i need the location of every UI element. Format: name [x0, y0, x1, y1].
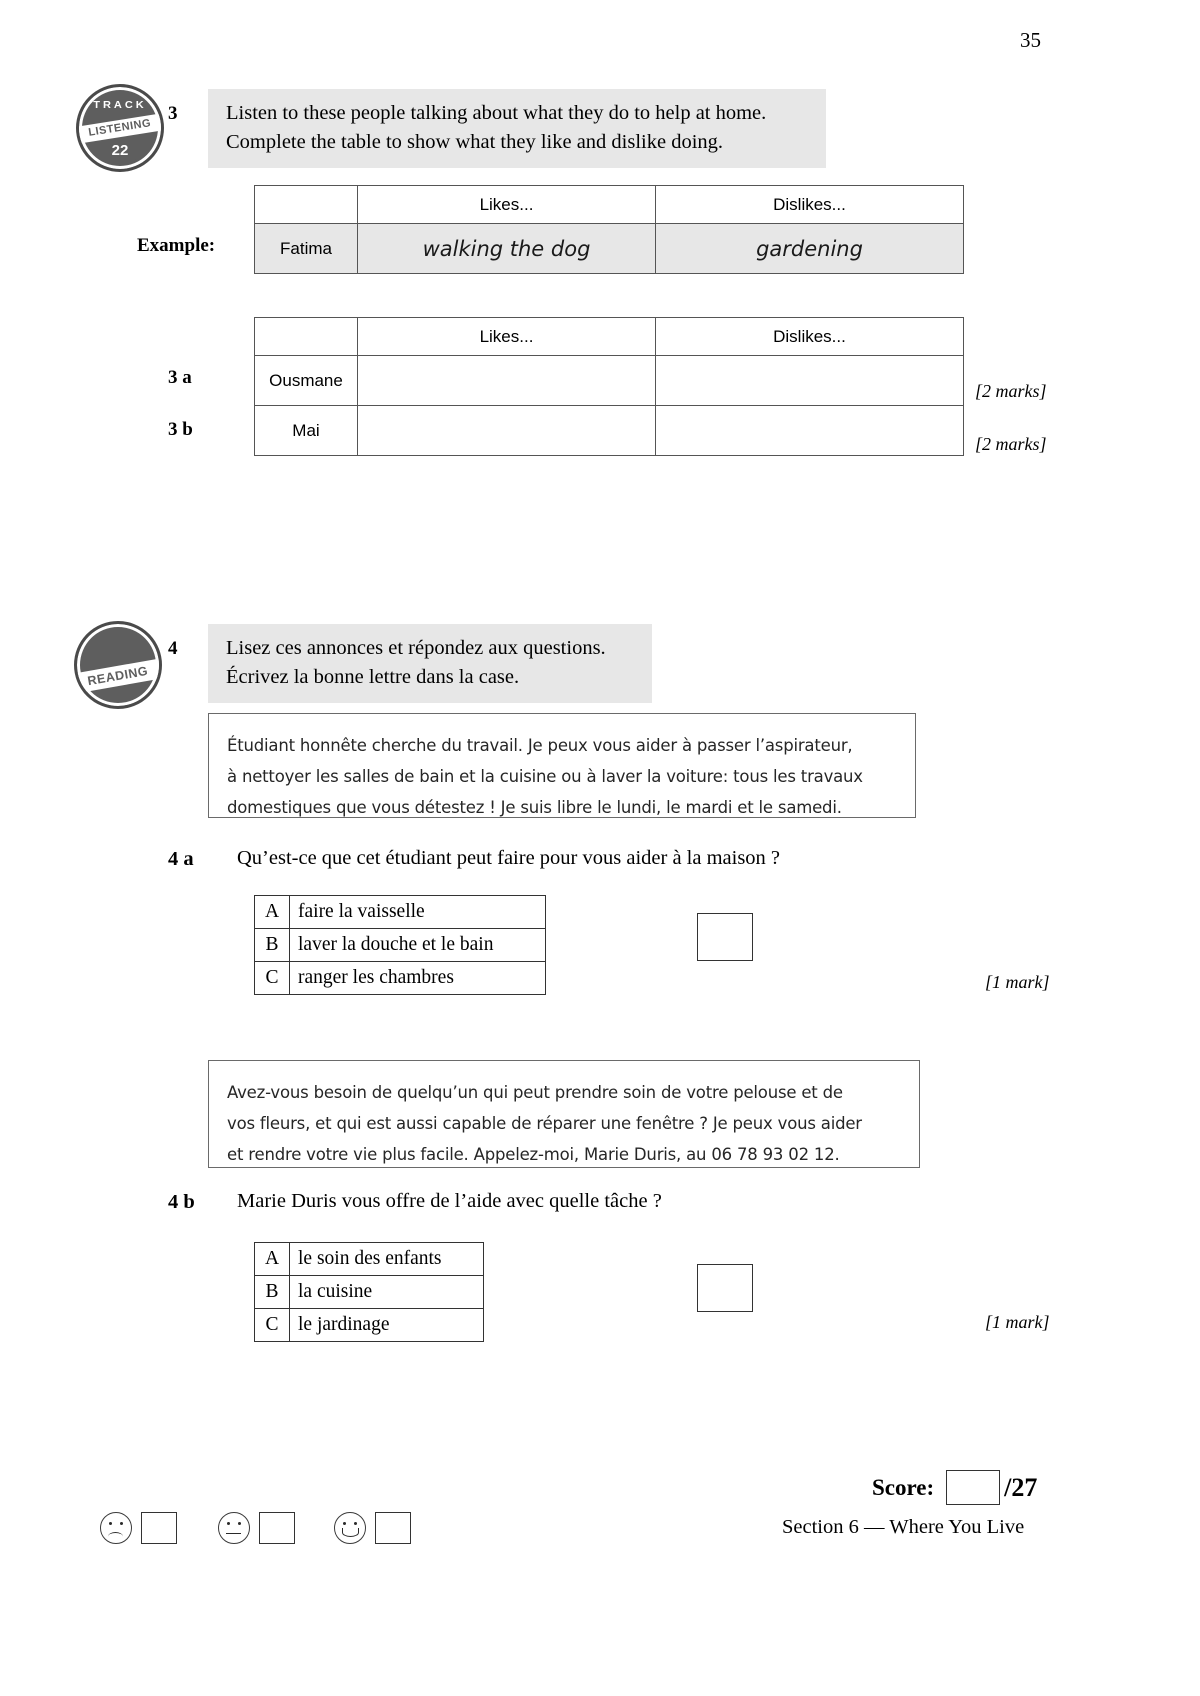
header-name — [255, 186, 358, 224]
option-letter-c: C — [255, 1309, 290, 1342]
advert-2-line-3: et rendre votre vie plus facile. Appelez-moi, Marie Duris, au 06 78 93 02 12. — [227, 1145, 840, 1164]
option-text-c: ranger les chambres — [290, 962, 546, 995]
marks-4a: [1 mark] — [985, 972, 1050, 992]
marks-3a: [2 marks] — [975, 381, 1047, 401]
table-header-row — [255, 186, 964, 224]
option-text-b: laver la douche et le bain — [290, 929, 546, 962]
answer-field-3a-dislikes[interactable] — [656, 356, 964, 406]
option-text-a: faire la vaisselle — [290, 896, 546, 929]
option-row[interactable] — [255, 962, 546, 995]
option-text-b: la cuisine — [290, 1276, 484, 1309]
advert-text-1 — [208, 713, 916, 818]
header-name — [255, 318, 358, 356]
option-letter-a: A — [255, 1243, 290, 1276]
row-name-mai: Mai — [255, 406, 358, 456]
page-number: 35 — [1020, 28, 1041, 52]
question-3-instruction — [208, 89, 826, 168]
option-row[interactable] — [255, 896, 546, 929]
option-letter-c: C — [255, 962, 290, 995]
advert-1-line-1: Étudiant honnête cherche du travail. Je peux vous aider à passer l’aspirateur, — [227, 736, 853, 755]
question-4b-label: 4 b — [168, 1191, 195, 1213]
option-letter-a: A — [255, 896, 290, 929]
answer-field-3b-likes[interactable] — [358, 406, 656, 456]
advert-1-line-2: à nettoyer les salles de bain et la cuisine ou à laver la voiture: tous les travaux — [227, 767, 863, 786]
question-4a-prompt: Qu’est-ce que cet étudiant peut faire pour vous aider à la maison ? — [237, 847, 781, 869]
option-text-c: le jardinage — [290, 1309, 484, 1342]
advert-text-2 — [208, 1060, 920, 1168]
option-row[interactable] — [255, 929, 546, 962]
option-letter-b: B — [255, 929, 290, 962]
option-text-a: le soin des enfants — [290, 1243, 484, 1276]
score-area — [872, 1470, 1037, 1505]
self-assessment-sad[interactable] — [100, 1512, 177, 1544]
answer-box-4b[interactable] — [697, 1264, 753, 1312]
question-4-instruction — [208, 624, 652, 703]
example-name: Fatima — [255, 224, 358, 274]
listening-track-badge-icon — [76, 84, 164, 172]
option-row[interactable] — [255, 1309, 484, 1342]
answer-field-3b-dislikes[interactable] — [656, 406, 964, 456]
options-table-4b — [254, 1242, 484, 1342]
header-dislikes: Dislikes... — [656, 318, 964, 356]
badge-track-number: 22 — [111, 142, 129, 159]
advert-1-line-3: domestiques que vous détestez ! Je suis libre le lundi, le mardi et le samedi. — [227, 798, 842, 817]
question-4-instruction-line-1: Lisez ces annonces et répondez aux questions. — [226, 637, 606, 659]
option-row[interactable] — [255, 1243, 484, 1276]
badge-listening-label: LISTENING — [76, 112, 164, 145]
example-dislikes-answer: gardening — [656, 224, 964, 274]
question-4a-label: 4 a — [168, 848, 194, 870]
question-3a-label: 3 a — [168, 367, 192, 388]
sad-face-icon — [100, 1512, 132, 1544]
table-row — [255, 224, 964, 274]
table-row — [255, 356, 964, 406]
section-label: Section 6 — Where You Live — [782, 1516, 1025, 1538]
answer-field-3a-likes[interactable] — [358, 356, 656, 406]
example-table — [254, 185, 964, 274]
table-header-row — [255, 318, 964, 356]
advert-2-line-2: vos fleurs, et qui est aussi capable de réparer une fenêtre ? Je peux vous aider — [227, 1114, 862, 1133]
marks-3b: [2 marks] — [975, 434, 1047, 454]
happy-face-checkbox[interactable] — [375, 1512, 411, 1544]
table-row — [255, 406, 964, 456]
self-assessment-neutral[interactable] — [218, 1512, 295, 1544]
header-likes: Likes... — [358, 186, 656, 224]
answers-table — [254, 317, 964, 456]
self-assessment-happy[interactable] — [334, 1512, 411, 1544]
options-table-4a — [254, 895, 546, 995]
score-label: Score: — [872, 1474, 935, 1500]
score-input-box[interactable] — [946, 1470, 1000, 1505]
header-dislikes: Dislikes... — [656, 186, 964, 224]
example-likes-answer: walking the dog — [358, 224, 656, 274]
option-row[interactable] — [255, 1276, 484, 1309]
advert-2-line-1: Avez-vous besoin de quelqu’un qui peut prendre soin de votre pelouse et de — [227, 1083, 843, 1102]
header-likes: Likes... — [358, 318, 656, 356]
answer-box-4a[interactable] — [697, 913, 753, 961]
badge-track-label: TRACK — [93, 99, 147, 111]
question-4-number: 4 — [168, 638, 178, 659]
question-3-instruction-line-2: Complete the table to show what they like and dislike doing. — [226, 131, 724, 153]
happy-face-icon — [334, 1512, 366, 1544]
sad-face-checkbox[interactable] — [141, 1512, 177, 1544]
score-total: /27 — [1004, 1472, 1038, 1502]
marks-4b: [1 mark] — [985, 1312, 1050, 1332]
row-name-ousmane: Ousmane — [255, 356, 358, 406]
badge-reading-label: READING — [74, 657, 162, 694]
question-4b-prompt: Marie Duris vous offre de l’aide avec quelle tâche ? — [237, 1190, 662, 1212]
question-3-number: 3 — [168, 103, 178, 124]
neutral-face-icon — [218, 1512, 250, 1544]
question-3b-label: 3 b — [168, 419, 193, 440]
question-4-instruction-line-2: Écrivez la bonne lettre dans la case. — [226, 666, 520, 688]
reading-badge-icon — [74, 621, 162, 709]
question-3-instruction-line-1: Listen to these people talking about what they do to help at home. — [226, 102, 767, 124]
option-letter-b: B — [255, 1276, 290, 1309]
neutral-face-checkbox[interactable] — [259, 1512, 295, 1544]
example-label: Example: — [137, 235, 216, 256]
